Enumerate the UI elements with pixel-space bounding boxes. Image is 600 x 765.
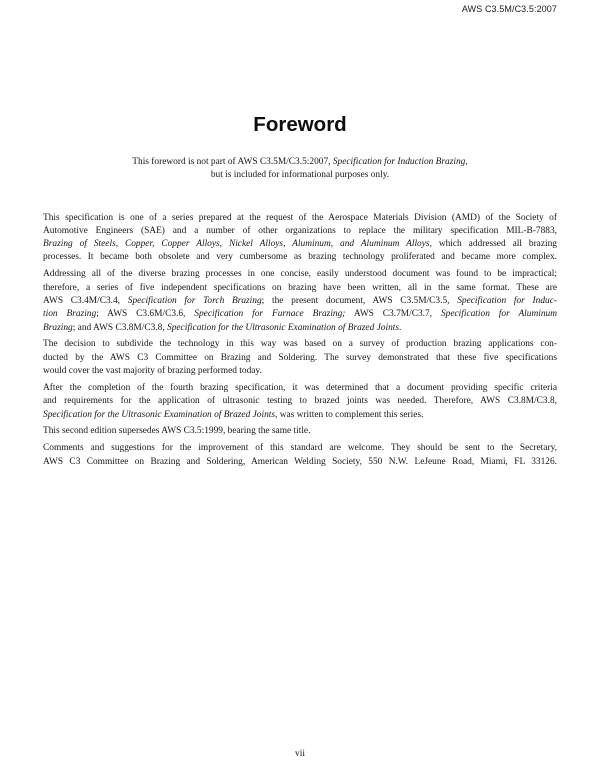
text-line <box>43 442 557 455</box>
italic-text-segment: Specification for Aluminum <box>440 309 557 320</box>
text-line <box>43 238 557 251</box>
text-segment: ; the present document, AWS C3.5M/C3.5, <box>261 295 458 306</box>
text-line <box>43 338 557 351</box>
text-line <box>43 225 557 238</box>
text-segment: AWS C3.7M/C3.7, <box>345 309 441 320</box>
foreword-note <box>0 156 600 183</box>
page-title: Foreword <box>253 113 347 136</box>
italic-text-segment: Specification for the Ultrasonic Examination of Brazed Joints <box>167 322 400 333</box>
paragraph <box>43 382 557 422</box>
text-line <box>0 169 600 182</box>
paragraph <box>43 338 557 378</box>
italic-text-segment: tion Brazing <box>43 309 97 320</box>
text-segment: therefore, a series of five independent specifications on brazing have been written, all in the same format. These are <box>43 282 557 293</box>
text-segment: This specification is one of a series prepared at the request of the Aerospace Materials Division (AMD) of the Society of <box>43 212 557 223</box>
text-segment: and requirements for the application of ultrasonic testing to brazed joints was needed. Therefore, AWS C3.8M/C3.8, <box>43 396 557 407</box>
italic-text-segment: Brazing of Steels, Copper, Copper Alloys, Nickel Alloys, Aluminum, and Aluminum Alloys <box>43 239 430 250</box>
text-line <box>43 382 557 395</box>
paragraph <box>43 268 557 334</box>
text-line <box>43 352 557 365</box>
italic-text-segment: Specification for the Ultrasonic Examination of Brazed Joints <box>43 409 276 420</box>
body-paragraphs <box>43 212 557 469</box>
italic-text-segment: Specification for Induction Brazing <box>332 157 466 167</box>
text-segment: ducted by the AWS C3 Committee on Brazing and Soldering. The survey demonstrated that these five specifications <box>43 352 557 363</box>
text-segment: . <box>399 322 402 333</box>
italic-text-segment: Specification for Torch Brazing <box>127 295 262 306</box>
text-segment: would cover the vast majority of brazing performed today. <box>43 366 262 377</box>
text-segment: , <box>465 157 468 167</box>
text-segment: After the completion of the fourth brazing specification, it was determined that a document providing specific criteria <box>43 382 557 393</box>
text-segment: This foreword is not part of AWS C3.5M/C3.5:2007, <box>132 157 333 167</box>
text-segment: processes. It became both obsolete and very cumbersome as brazing technology proliferated and became more complex. <box>43 252 557 263</box>
text-line <box>43 395 557 408</box>
text-line <box>43 308 557 321</box>
text-segment: ; AWS C3.6M/C3.6, <box>96 309 195 320</box>
paragraph <box>43 212 557 265</box>
text-line <box>43 425 557 438</box>
text-line <box>43 322 557 335</box>
text-line <box>43 295 557 308</box>
text-segment: The decision to subdivide the technology in this way was based on a survey of production brazing applications con- <box>43 339 557 350</box>
text-segment: AWS C3 Committee on Brazing and Soldering, American Welding Society, 550 N.W. LeJeune Road, Miami, FL 33126. <box>43 456 557 467</box>
text-line <box>43 268 557 281</box>
doc-number: AWS C3.5M/C3.5:2007 <box>461 4 557 14</box>
text-line <box>43 365 557 378</box>
text-line <box>43 409 557 422</box>
text-segment: This second edition supersedes AWS C3.5:1999, bearing the same title. <box>43 426 311 437</box>
italic-text-segment: Specification for Induc- <box>457 295 558 306</box>
text-segment: but is included for informational purposes only. <box>210 170 390 181</box>
text-line <box>43 282 557 295</box>
text-line <box>43 212 557 225</box>
text-segment: ; and AWS C3.8M/C3.8, <box>72 322 168 333</box>
text-segment: Automotive Engineers (SAE) and a number of other organizations to replace the military specification MIL-B-7883, <box>43 225 557 236</box>
text-segment: Comments and suggestions for the improvement of this standard are welcome. They should be sent to the Secretary, <box>43 443 557 454</box>
italic-text-segment: Specification for Furnace Brazing; <box>194 309 346 320</box>
paragraph <box>43 425 557 438</box>
text-segment: , which addressed all brazing <box>429 239 557 250</box>
text-line <box>43 251 557 264</box>
text-line <box>0 156 600 169</box>
text-segment: Addressing all of the diverse brazing processes in one concise, easily understood document was found to be impractical; <box>43 269 557 280</box>
text-line <box>43 456 557 469</box>
text-segment: AWS C3.4M/C3.4, <box>43 295 128 306</box>
italic-text-segment: Brazing <box>43 322 73 333</box>
text-segment: , was written to complement this series. <box>275 409 424 420</box>
page-number: vii <box>294 749 306 759</box>
paragraph <box>43 442 557 469</box>
